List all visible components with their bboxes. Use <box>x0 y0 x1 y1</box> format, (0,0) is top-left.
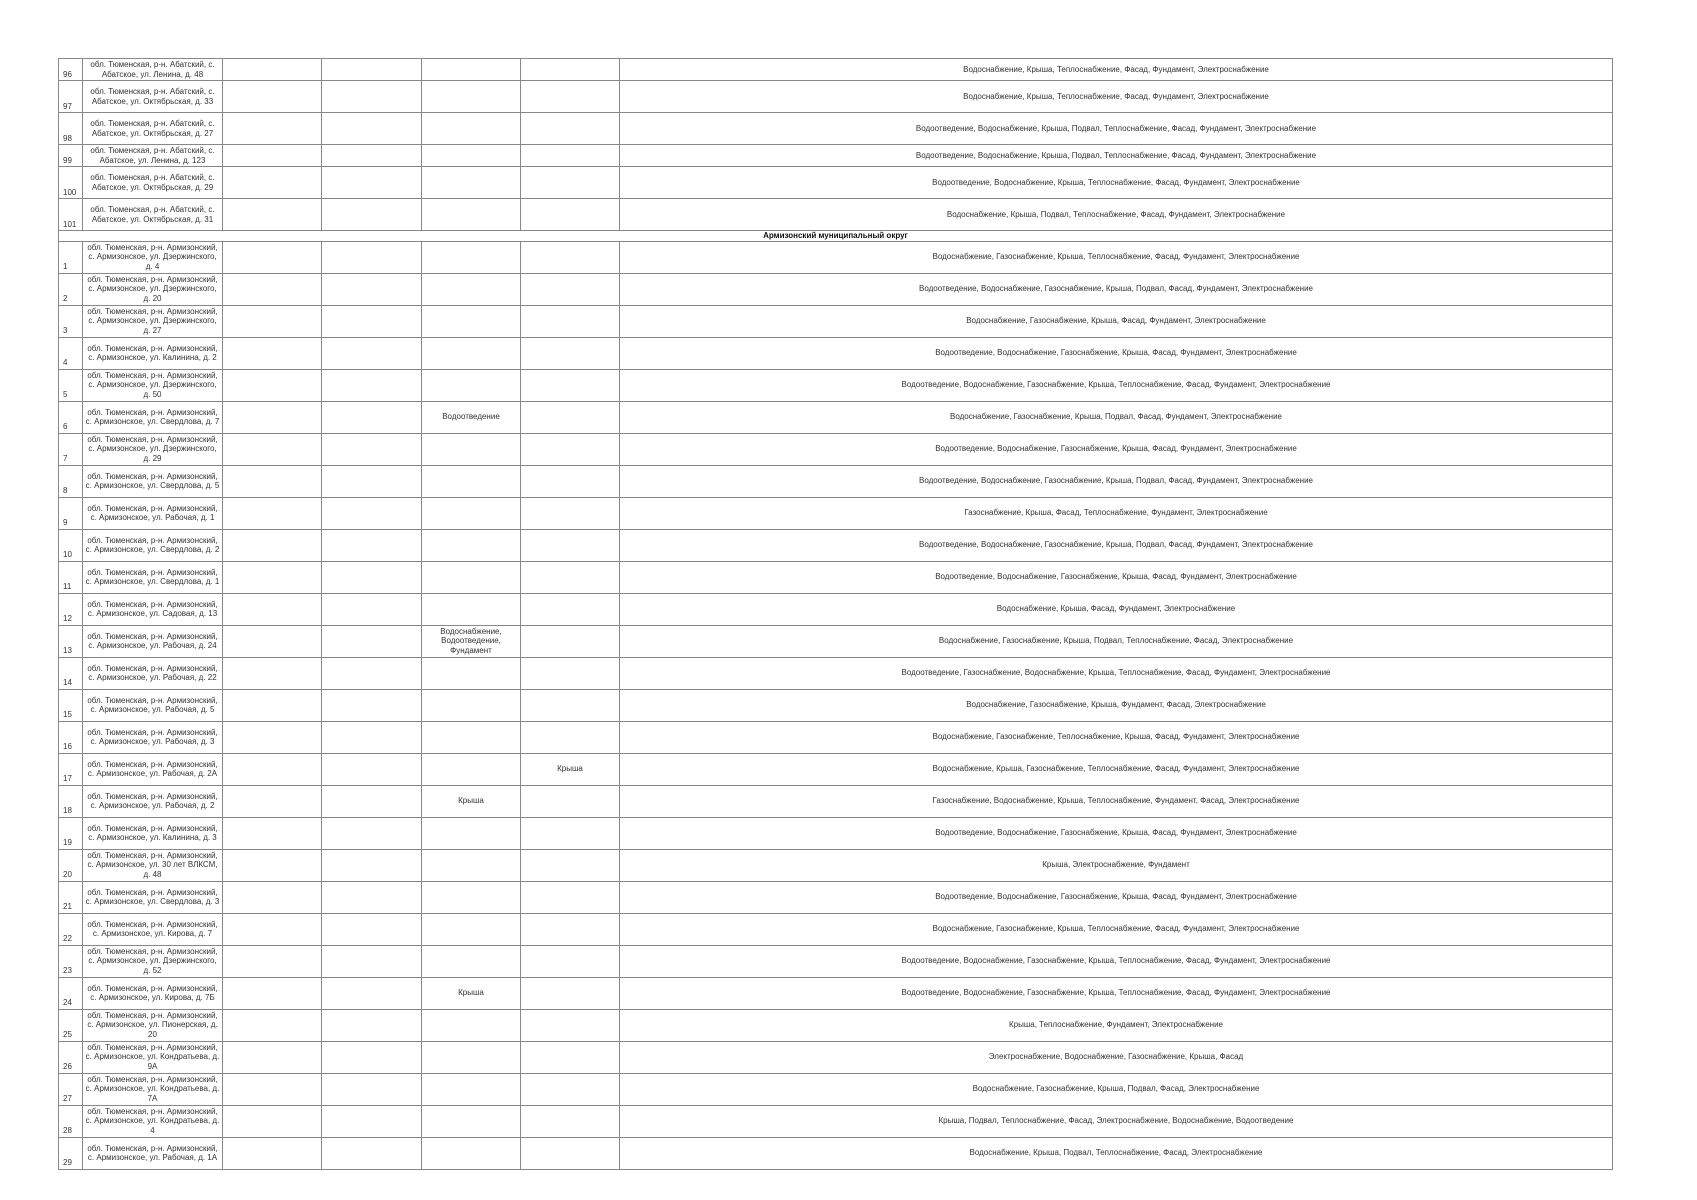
column-3-cell <box>223 625 322 657</box>
column-6-cell <box>521 881 620 913</box>
column-5-cell <box>422 689 521 721</box>
column-3-cell <box>223 337 322 369</box>
column-4-cell <box>322 977 422 1009</box>
row-number: 15 <box>59 689 83 721</box>
column-5-cell: Крыша <box>422 785 521 817</box>
address-cell: обл. Тюменская, р-н. Армизонский, с. Армизонское, ул. Свердлова, д. 5 <box>83 465 223 497</box>
works-list-cell: Водоснабжение, Крыша, Подвал, Теплоснабжение, Фасад, Электроснабжение <box>620 1137 1613 1169</box>
column-4-cell <box>322 497 422 529</box>
column-5-cell <box>422 849 521 881</box>
column-5-cell <box>422 369 521 401</box>
works-list-cell: Водоотведение, Водоснабжение, Газоснабжение, Крыша, Теплоснабжение, Фасад, Фундамент, Электроснабжение <box>620 369 1613 401</box>
column-4-cell <box>322 241 422 273</box>
column-3-cell <box>223 593 322 625</box>
table-row <box>59 593 1613 625</box>
table-row <box>59 199 1613 231</box>
column-5-cell <box>422 167 521 199</box>
address-cell: обл. Тюменская, р-н. Армизонский, с. Армизонское, ул. Рабочая, д. 22 <box>83 657 223 689</box>
table-row <box>59 881 1613 913</box>
column-5-cell <box>422 81 521 113</box>
row-number: 28 <box>59 1105 83 1137</box>
works-list-cell: Водоотведение, Водоснабжение, Газоснабжение, Крыша, Теплоснабжение, Фасад, Фундамент, Электроснабжение <box>620 945 1613 977</box>
row-number: 96 <box>59 59 83 81</box>
works-list-cell: Крыша, Теплоснабжение, Фундамент, Электроснабжение <box>620 1009 1613 1041</box>
works-list-cell: Крыша, Подвал, Теплоснабжение, Фасад, Электроснабжение, Водоснабжение, Водоотведение <box>620 1105 1613 1137</box>
table-row <box>59 817 1613 849</box>
table-row <box>59 721 1613 753</box>
column-6-cell <box>521 433 620 465</box>
address-cell: обл. Тюменская, р-н. Армизонский, с. Армизонское, ул. Дзержинского, д. 20 <box>83 273 223 305</box>
table-row <box>59 849 1613 881</box>
works-list-cell: Водоотведение, Газоснабжение, Водоснабжение, Крыша, Теплоснабжение, Фасад, Фундамент, Электроснабжение <box>620 657 1613 689</box>
column-6-cell <box>521 337 620 369</box>
address-cell: обл. Тюменская, р-н. Абатский, с. Абатское, ул. Октябрьская, д. 29 <box>83 167 223 199</box>
address-cell: обл. Тюменская, р-н. Армизонский, с. Армизонское, ул. Калинина, д. 3 <box>83 817 223 849</box>
works-list-cell: Водоснабжение, Газоснабжение, Крыша, Теплоснабжение, Фасад, Фундамент, Электроснабжение <box>620 241 1613 273</box>
address-cell: обл. Тюменская, р-н. Армизонский, с. Армизонское, ул. 30 лет ВЛКСМ, д. 48 <box>83 849 223 881</box>
table-row <box>59 113 1613 145</box>
works-list-cell: Водоотведение, Водоснабжение, Газоснабжение, Крыша, Фасад, Фундамент, Электроснабжение <box>620 561 1613 593</box>
table-row <box>59 433 1613 465</box>
works-list-cell: Водоснабжение, Газоснабжение, Крыша, Подвал, Фасад, Фундамент, Электроснабжение <box>620 401 1613 433</box>
row-number: 1 <box>59 241 83 273</box>
works-list-cell: Газоснабжение, Крыша, Фасад, Теплоснабжение, Фундамент, Электроснабжение <box>620 497 1613 529</box>
column-5-cell <box>422 199 521 231</box>
table-row <box>59 657 1613 689</box>
column-3-cell <box>223 241 322 273</box>
section-header-row <box>59 231 1613 242</box>
column-4-cell <box>322 529 422 561</box>
column-5-cell: Водоснабжение, Водоотведение, Фундамент <box>422 625 521 657</box>
column-3-cell <box>223 433 322 465</box>
works-list-cell: Водоотведение, Водоснабжение, Газоснабжение, Крыша, Подвал, Фасад, Фундамент, Электроснабжение <box>620 465 1613 497</box>
row-number: 16 <box>59 721 83 753</box>
column-3-cell <box>223 689 322 721</box>
column-4-cell <box>322 1041 422 1073</box>
column-5-cell <box>422 433 521 465</box>
row-number: 12 <box>59 593 83 625</box>
row-number: 8 <box>59 465 83 497</box>
column-6-cell <box>521 273 620 305</box>
table-row <box>59 273 1613 305</box>
row-number: 13 <box>59 625 83 657</box>
address-cell: обл. Тюменская, р-н. Армизонский, с. Армизонское, ул. Свердлова, д. 7 <box>83 401 223 433</box>
address-cell: обл. Тюменская, р-н. Армизонский, с. Армизонское, ул. Свердлова, д. 2 <box>83 529 223 561</box>
address-cell: обл. Тюменская, р-н. Армизонский, с. Армизонское, ул. Рабочая, д. 1А <box>83 1137 223 1169</box>
column-5-cell <box>422 945 521 977</box>
row-number: 100 <box>59 167 83 199</box>
table-row <box>59 785 1613 817</box>
column-6-cell <box>521 167 620 199</box>
address-cell: обл. Тюменская, р-н. Абатский, с. Абатское, ул. Октябрьская, д. 31 <box>83 199 223 231</box>
row-number: 5 <box>59 369 83 401</box>
column-3-cell <box>223 465 322 497</box>
column-4-cell <box>322 167 422 199</box>
row-number: 20 <box>59 849 83 881</box>
column-6-cell <box>521 465 620 497</box>
column-4-cell <box>322 305 422 337</box>
repair-program-table <box>58 58 1613 1170</box>
table-row <box>59 337 1613 369</box>
address-cell: обл. Тюменская, р-н. Армизонский, с. Армизонское, ул. Кирова, д. 7 <box>83 913 223 945</box>
column-6-cell <box>521 1105 620 1137</box>
column-3-cell <box>223 145 322 167</box>
column-6-cell <box>521 849 620 881</box>
column-4-cell <box>322 433 422 465</box>
column-3-cell <box>223 913 322 945</box>
table-row <box>59 465 1613 497</box>
column-6-cell <box>521 1073 620 1105</box>
address-cell: обл. Тюменская, р-н. Армизонский, с. Армизонское, ул. Кирова, д. 7Б <box>83 977 223 1009</box>
works-list-cell: Водоснабжение, Газоснабжение, Крыша, Фасад, Фундамент, Электроснабжение <box>620 305 1613 337</box>
table-row <box>59 529 1613 561</box>
column-3-cell <box>223 657 322 689</box>
address-cell: обл. Тюменская, р-н. Армизонский, с. Армизонское, ул. Свердлова, д. 1 <box>83 561 223 593</box>
column-6-cell <box>521 401 620 433</box>
document-page <box>58 58 1612 1170</box>
address-cell: обл. Тюменская, р-н. Армизонский, с. Армизонское, ул. Калинина, д. 2 <box>83 337 223 369</box>
row-number: 4 <box>59 337 83 369</box>
table-row <box>59 59 1613 81</box>
column-4-cell <box>322 1009 422 1041</box>
row-number: 26 <box>59 1041 83 1073</box>
column-3-cell <box>223 273 322 305</box>
column-6-cell <box>521 689 620 721</box>
row-number: 18 <box>59 785 83 817</box>
row-number: 25 <box>59 1009 83 1041</box>
column-4-cell <box>322 817 422 849</box>
works-list-cell: Водоснабжение, Газоснабжение, Крыша, Подвал, Фасад, Электроснабжение <box>620 1073 1613 1105</box>
column-6-cell <box>521 657 620 689</box>
column-6-cell <box>521 721 620 753</box>
table-row <box>59 1105 1613 1137</box>
address-cell: обл. Тюменская, р-н. Армизонский, с. Армизонское, ул. Дзержинского, д. 50 <box>83 369 223 401</box>
works-list-cell: Крыша, Электроснабжение, Фундамент <box>620 849 1613 881</box>
row-number: 27 <box>59 1073 83 1105</box>
column-4-cell <box>322 849 422 881</box>
column-4-cell <box>322 1105 422 1137</box>
table-row <box>59 369 1613 401</box>
column-6-cell <box>521 785 620 817</box>
table-row <box>59 497 1613 529</box>
column-3-cell <box>223 497 322 529</box>
row-number: 29 <box>59 1137 83 1169</box>
column-4-cell <box>322 721 422 753</box>
row-number: 19 <box>59 817 83 849</box>
table-row <box>59 167 1613 199</box>
column-5-cell: Крыша <box>422 977 521 1009</box>
column-3-cell <box>223 113 322 145</box>
column-5-cell <box>422 1041 521 1073</box>
column-6-cell <box>521 241 620 273</box>
column-3-cell <box>223 1073 322 1105</box>
column-3-cell <box>223 81 322 113</box>
column-5-cell <box>422 1009 521 1041</box>
column-5-cell <box>422 817 521 849</box>
column-6-cell <box>521 59 620 81</box>
column-5-cell <box>422 1073 521 1105</box>
column-6-cell <box>521 113 620 145</box>
table-row <box>59 241 1613 273</box>
works-list-cell: Водоснабжение, Крыша, Подвал, Теплоснабжение, Фасад, Фундамент, Электроснабжение <box>620 199 1613 231</box>
table-row <box>59 81 1613 113</box>
column-3-cell <box>223 881 322 913</box>
column-4-cell <box>322 273 422 305</box>
column-3-cell <box>223 1137 322 1169</box>
address-cell: обл. Тюменская, р-н. Армизонский, с. Армизонское, ул. Дзержинского, д. 29 <box>83 433 223 465</box>
column-5-cell <box>422 913 521 945</box>
column-6-cell <box>521 593 620 625</box>
row-number: 22 <box>59 913 83 945</box>
column-4-cell <box>322 785 422 817</box>
column-4-cell <box>322 81 422 113</box>
column-3-cell <box>223 305 322 337</box>
row-number: 10 <box>59 529 83 561</box>
table-row <box>59 977 1613 1009</box>
row-number: 23 <box>59 945 83 977</box>
table-row <box>59 689 1613 721</box>
address-cell: обл. Тюменская, р-н. Абатский, с. Абатское, ул. Ленина, д. 48 <box>83 59 223 81</box>
column-3-cell <box>223 977 322 1009</box>
column-3-cell <box>223 1009 322 1041</box>
table-row <box>59 561 1613 593</box>
address-cell: обл. Тюменская, р-н. Армизонский, с. Армизонское, ул. Рабочая, д. 2А <box>83 753 223 785</box>
column-4-cell <box>322 401 422 433</box>
column-4-cell <box>322 689 422 721</box>
works-list-cell: Водоотведение, Водоснабжение, Крыша, Теплоснабжение, Фасад, Фундамент, Электроснабжение <box>620 167 1613 199</box>
table-row <box>59 945 1613 977</box>
column-6-cell <box>521 977 620 1009</box>
column-5-cell <box>422 753 521 785</box>
works-list-cell: Водоснабжение, Крыша, Теплоснабжение, Фасад, Фундамент, Электроснабжение <box>620 81 1613 113</box>
column-5-cell <box>422 337 521 369</box>
column-5-cell <box>422 497 521 529</box>
row-number: 21 <box>59 881 83 913</box>
column-5-cell <box>422 657 521 689</box>
column-4-cell <box>322 945 422 977</box>
works-list-cell: Водоснабжение, Газоснабжение, Крыша, Теплоснабжение, Фасад, Фундамент, Электроснабжение <box>620 913 1613 945</box>
works-list-cell: Водоотведение, Водоснабжение, Газоснабжение, Крыша, Подвал, Фасад, Фундамент, Электроснабжение <box>620 273 1613 305</box>
column-5-cell <box>422 59 521 81</box>
column-6-cell <box>521 497 620 529</box>
column-6-cell <box>521 145 620 167</box>
column-4-cell <box>322 113 422 145</box>
works-list-cell: Водоотведение, Водоснабжение, Газоснабжение, Крыша, Подвал, Фасад, Фундамент, Электроснабжение <box>620 529 1613 561</box>
address-cell: обл. Тюменская, р-н. Армизонский, с. Армизонское, ул. Рабочая, д. 24 <box>83 625 223 657</box>
row-number: 17 <box>59 753 83 785</box>
works-list-cell: Газоснабжение, Водоснабжение, Крыша, Теплоснабжение, Фундамент, Фасад, Электроснабжение <box>620 785 1613 817</box>
address-cell: обл. Тюменская, р-н. Армизонский, с. Армизонское, ул. Рабочая, д. 1 <box>83 497 223 529</box>
address-cell: обл. Тюменская, р-н. Абатский, с. Абатское, ул. Октябрьская, д. 27 <box>83 113 223 145</box>
table-row <box>59 145 1613 167</box>
column-6-cell: Крыша <box>521 753 620 785</box>
column-5-cell <box>422 305 521 337</box>
works-list-cell: Водоснабжение, Крыша, Газоснабжение, Теплоснабжение, Фасад, Фундамент, Электроснабжение <box>620 753 1613 785</box>
column-6-cell <box>521 1041 620 1073</box>
table-row <box>59 1041 1613 1073</box>
column-3-cell <box>223 199 322 231</box>
column-6-cell <box>521 529 620 561</box>
column-4-cell <box>322 337 422 369</box>
works-list-cell: Водоотведение, Водоснабжение, Крыша, Подвал, Теплоснабжение, Фасад, Фундамент, Электроснабжение <box>620 145 1613 167</box>
address-cell: обл. Тюменская, р-н. Армизонский, с. Армизонское, ул. Рабочая, д. 5 <box>83 689 223 721</box>
row-number: 24 <box>59 977 83 1009</box>
column-4-cell <box>322 625 422 657</box>
row-number: 7 <box>59 433 83 465</box>
column-4-cell <box>322 753 422 785</box>
column-4-cell <box>322 59 422 81</box>
column-3-cell <box>223 401 322 433</box>
column-3-cell <box>223 529 322 561</box>
address-cell: обл. Тюменская, р-н. Армизонский, с. Армизонское, ул. Садовая, д. 13 <box>83 593 223 625</box>
column-5-cell <box>422 529 521 561</box>
column-4-cell <box>322 657 422 689</box>
table-row <box>59 305 1613 337</box>
column-4-cell <box>322 913 422 945</box>
column-3-cell <box>223 369 322 401</box>
row-number: 9 <box>59 497 83 529</box>
section-title: Армизонский муниципальный округ <box>59 231 1613 242</box>
address-cell: обл. Тюменская, р-н. Армизонский, с. Армизонское, ул. Пионерская, д. 20 <box>83 1009 223 1041</box>
works-list-cell: Водоснабжение, Газоснабжение, Теплоснабжение, Крыша, Фасад, Фундамент, Электроснабжение <box>620 721 1613 753</box>
row-number: 97 <box>59 81 83 113</box>
row-number: 14 <box>59 657 83 689</box>
column-6-cell <box>521 625 620 657</box>
works-list-cell: Водоотведение, Водоснабжение, Газоснабжение, Крыша, Фасад, Фундамент, Электроснабжение <box>620 433 1613 465</box>
works-list-cell: Водоснабжение, Крыша, Фасад, Фундамент, Электроснабжение <box>620 593 1613 625</box>
table-row <box>59 753 1613 785</box>
row-number: 11 <box>59 561 83 593</box>
address-cell: обл. Тюменская, р-н. Армизонский, с. Армизонское, ул. Рабочая, д. 2 <box>83 785 223 817</box>
works-list-cell: Электроснабжение, Водоснабжение, Газоснабжение, Крыша, Фасад <box>620 1041 1613 1073</box>
row-number: 99 <box>59 145 83 167</box>
row-number: 101 <box>59 199 83 231</box>
address-cell: обл. Тюменская, р-н. Армизонский, с. Армизонское, ул. Дзержинского, д. 4 <box>83 241 223 273</box>
column-3-cell <box>223 945 322 977</box>
works-list-cell: Водоотведение, Водоснабжение, Газоснабжение, Крыша, Теплоснабжение, Фасад, Фундамент, Электроснабжение <box>620 977 1613 1009</box>
column-4-cell <box>322 199 422 231</box>
row-number: 3 <box>59 305 83 337</box>
table-row <box>59 1137 1613 1169</box>
column-6-cell <box>521 561 620 593</box>
address-cell: обл. Тюменская, р-н. Армизонский, с. Армизонское, ул. Свердлова, д. 3 <box>83 881 223 913</box>
column-4-cell <box>322 1137 422 1169</box>
column-3-cell <box>223 1105 322 1137</box>
table-row <box>59 1009 1613 1041</box>
address-cell: обл. Тюменская, р-н. Армизонский, с. Армизонское, ул. Рабочая, д. 3 <box>83 721 223 753</box>
address-cell: обл. Тюменская, р-н. Армизонский, с. Армизонское, ул. Дзержинского, д. 52 <box>83 945 223 977</box>
column-6-cell <box>521 81 620 113</box>
column-3-cell <box>223 561 322 593</box>
column-6-cell <box>521 817 620 849</box>
column-6-cell <box>521 945 620 977</box>
table-row <box>59 913 1613 945</box>
column-5-cell <box>422 465 521 497</box>
row-number: 98 <box>59 113 83 145</box>
column-6-cell <box>521 1009 620 1041</box>
column-6-cell <box>521 199 620 231</box>
table-row <box>59 625 1613 657</box>
column-6-cell <box>521 913 620 945</box>
table-row <box>59 401 1613 433</box>
row-number: 6 <box>59 401 83 433</box>
works-list-cell: Водоотведение, Водоснабжение, Газоснабжение, Крыша, Фасад, Фундамент, Электроснабжение <box>620 337 1613 369</box>
column-5-cell <box>422 241 521 273</box>
table-row <box>59 1073 1613 1105</box>
column-5-cell <box>422 1105 521 1137</box>
column-5-cell <box>422 593 521 625</box>
works-list-cell: Водоснабжение, Газоснабжение, Крыша, Фундамент, Фасад, Электроснабжение <box>620 689 1613 721</box>
address-cell: обл. Тюменская, р-н. Абатский, с. Абатское, ул. Ленина, д. 123 <box>83 145 223 167</box>
column-3-cell <box>223 817 322 849</box>
works-list-cell: Водоотведение, Водоснабжение, Газоснабжение, Крыша, Фасад, Фундамент, Электроснабжение <box>620 881 1613 913</box>
column-4-cell <box>322 369 422 401</box>
works-list-cell: Водоснабжение, Крыша, Теплоснабжение, Фасад, Фундамент, Электроснабжение <box>620 59 1613 81</box>
works-list-cell: Водоотведение, Водоснабжение, Газоснабжение, Крыша, Фасад, Фундамент, Электроснабжение <box>620 817 1613 849</box>
column-3-cell <box>223 785 322 817</box>
address-cell: обл. Тюменская, р-н. Армизонский, с. Армизонское, ул. Кондратьева, д. 7А <box>83 1073 223 1105</box>
column-6-cell <box>521 1137 620 1169</box>
address-cell: обл. Тюменская, р-н. Абатский, с. Абатское, ул. Октябрьская, д. 33 <box>83 81 223 113</box>
works-list-cell: Водоснабжение, Газоснабжение, Крыша, Подвал, Теплоснабжение, Фасад, Электроснабжение <box>620 625 1613 657</box>
column-5-cell <box>422 273 521 305</box>
column-4-cell <box>322 145 422 167</box>
column-6-cell <box>521 369 620 401</box>
column-5-cell <box>422 721 521 753</box>
column-5-cell <box>422 1137 521 1169</box>
address-cell: обл. Тюменская, р-н. Армизонский, с. Армизонское, ул. Кондратьева, д. 4 <box>83 1105 223 1137</box>
row-number: 2 <box>59 273 83 305</box>
column-4-cell <box>322 465 422 497</box>
address-cell: обл. Тюменская, р-н. Армизонский, с. Армизонское, ул. Дзержинского, д. 27 <box>83 305 223 337</box>
address-cell: обл. Тюменская, р-н. Армизонский, с. Армизонское, ул. Кондратьева, д. 9А <box>83 1041 223 1073</box>
column-3-cell <box>223 753 322 785</box>
column-3-cell <box>223 849 322 881</box>
column-3-cell <box>223 59 322 81</box>
column-3-cell <box>223 721 322 753</box>
column-5-cell <box>422 145 521 167</box>
column-5-cell <box>422 113 521 145</box>
column-5-cell <box>422 881 521 913</box>
column-4-cell <box>322 593 422 625</box>
column-5-cell <box>422 561 521 593</box>
column-3-cell <box>223 167 322 199</box>
column-4-cell <box>322 1073 422 1105</box>
column-6-cell <box>521 305 620 337</box>
works-list-cell: Водоотведение, Водоснабжение, Крыша, Подвал, Теплоснабжение, Фасад, Фундамент, Электроснабжение <box>620 113 1613 145</box>
column-5-cell: Водоотведение <box>422 401 521 433</box>
column-3-cell <box>223 1041 322 1073</box>
column-4-cell <box>322 561 422 593</box>
column-4-cell <box>322 881 422 913</box>
